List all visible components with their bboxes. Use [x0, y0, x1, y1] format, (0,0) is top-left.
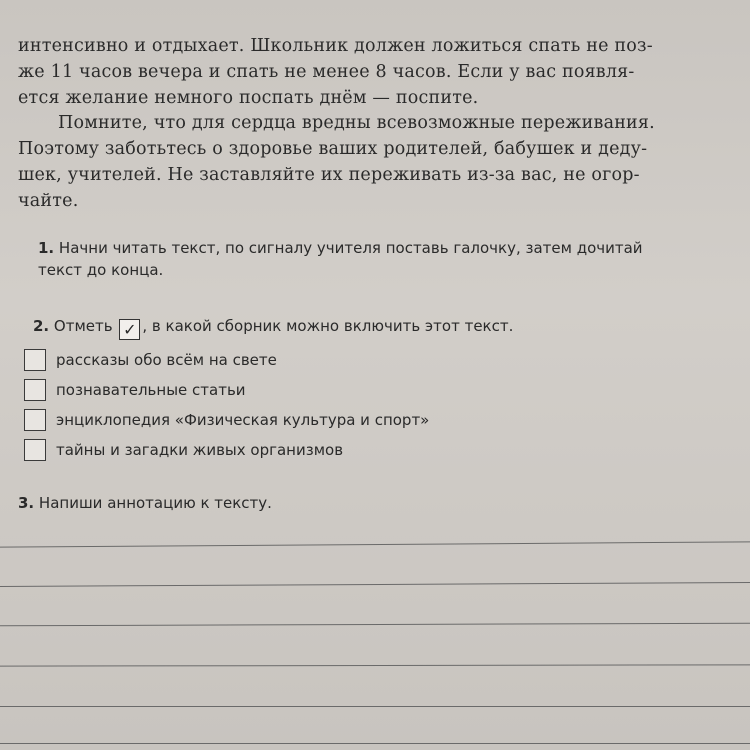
- text-line: же 11 часов вечера и спать не менее 8 часов. Если у вас появля-: [18, 62, 635, 82]
- task-number: 3.: [18, 494, 35, 512]
- task-text: , в какой сборник можно включить этот текст.: [142, 317, 514, 335]
- text-line: шек, учителей. Не заставляйте их переживать из-за вас, не огор-: [18, 165, 640, 185]
- task-text: Отметь: [53, 317, 113, 335]
- option-label: энциклопедия «Физическая культура и спорт»: [56, 411, 430, 429]
- answer-line[interactable]: [0, 582, 750, 587]
- text-line: чайте.: [18, 191, 79, 211]
- option-label: рассказы обо всём на свете: [56, 351, 277, 369]
- answer-line[interactable]: [0, 623, 750, 627]
- answer-line[interactable]: [0, 743, 750, 744]
- option-label: тайны и загадки живых организмов: [56, 441, 344, 459]
- text-line: Помните, что для сердца вредны всевозможные переживания.: [58, 113, 655, 133]
- task-number: 2.: [33, 317, 50, 335]
- task-text: Напиши аннотацию к тексту.: [38, 494, 272, 512]
- text-line: Поэтому заботьтесь о здоровье ваших родителей, бабушек и деду-: [18, 139, 648, 159]
- answer-line[interactable]: [0, 664, 750, 667]
- task-text: Начни читать текст, по сигналу учителя поставь галочку, затем дочитай: [58, 239, 643, 257]
- text-line: интенсивно и отдыхает. Школьник должен ложиться спать не поз-: [18, 36, 653, 56]
- answer-line[interactable]: [0, 706, 750, 707]
- text-line: ется желание немного поспать днём — поспите.: [18, 88, 479, 108]
- task-text: текст до конца.: [38, 261, 164, 279]
- answer-line[interactable]: [0, 541, 750, 548]
- option-label: познавательные статьи: [56, 381, 246, 399]
- check-mark-icon: ✓: [119, 319, 140, 340]
- task-number: 1.: [38, 239, 55, 257]
